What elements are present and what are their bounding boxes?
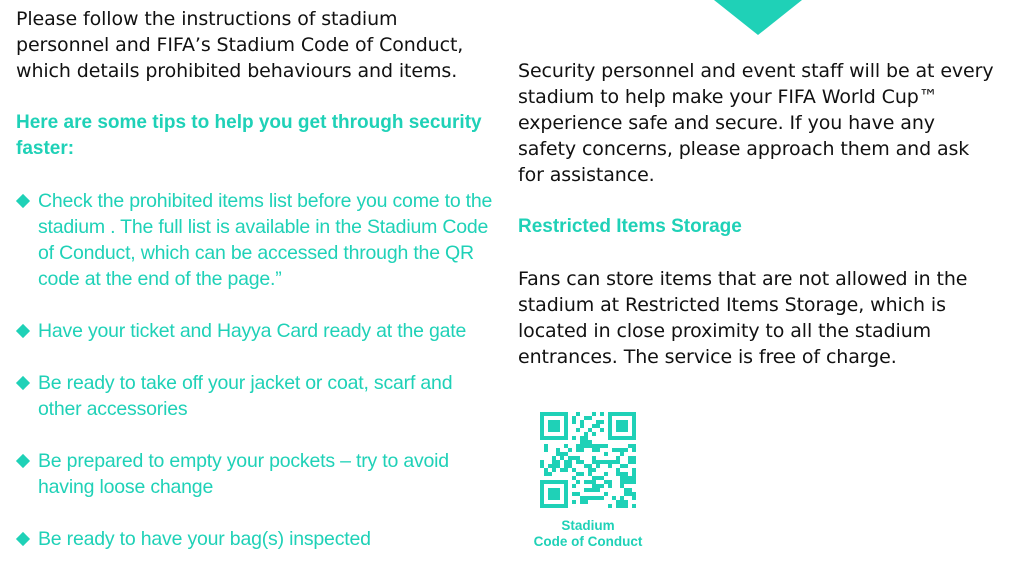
diamond-bullet-icon — [16, 532, 30, 546]
tips-list — [16, 188, 496, 552]
qr-code-block — [520, 412, 656, 550]
qr-caption-line1: Stadium — [561, 518, 615, 533]
tip-text: Check the prohibited items list before you come to the stadium . The full list is available in the Stadium Code of Conduct, which can be accessed through the QR code at the end of the page.” — [38, 190, 493, 290]
list-item — [16, 448, 496, 500]
qr-caption — [520, 518, 656, 550]
tip-text: Be ready to take off your jacket or coat, scarf and other accessories — [38, 372, 453, 420]
list-item — [16, 370, 496, 422]
diamond-bullet-icon — [16, 194, 30, 208]
storage-paragraph: Fans can store items that are not allowed in the stadium at Restricted Items Storage, which is located in close proximity to all the stadium entrances. The service is free of charge. — [518, 268, 968, 368]
right-column — [518, 58, 998, 370]
security-paragraph: Security personnel and event staff will be at every stadium to help make your FIFA World Cup™ experience safe and secure. If you have any safety concerns, please approach them and ask for assistance. — [518, 60, 994, 186]
storage-heading: Restricted Items Storage — [518, 216, 742, 237]
list-item — [16, 318, 496, 344]
list-item — [16, 526, 496, 552]
chevron-down-icon — [714, 0, 802, 35]
diamond-bullet-icon — [16, 324, 30, 338]
tip-text: Be prepared to empty your pockets – try to avoid having loose change — [38, 450, 449, 498]
diamond-bullet-icon — [16, 376, 30, 390]
intro-paragraph: Please follow the instructions of stadium personnel and FIFA’s Stadium Code of Conduct, which details prohibited behaviours and items. — [16, 8, 464, 82]
tips-heading: Here are some tips to help you get through security faster: — [16, 112, 482, 159]
qr-caption-line2: Code of Conduct — [533, 534, 643, 549]
diamond-bullet-icon — [16, 454, 30, 468]
left-column — [16, 6, 496, 552]
list-item — [16, 188, 496, 292]
tip-text: Have your ticket and Hayya Card ready at the gate — [38, 320, 467, 342]
qr-code-icon[interactable] — [540, 412, 636, 508]
tip-text: Be ready to have your bag(s) inspected — [38, 528, 371, 550]
